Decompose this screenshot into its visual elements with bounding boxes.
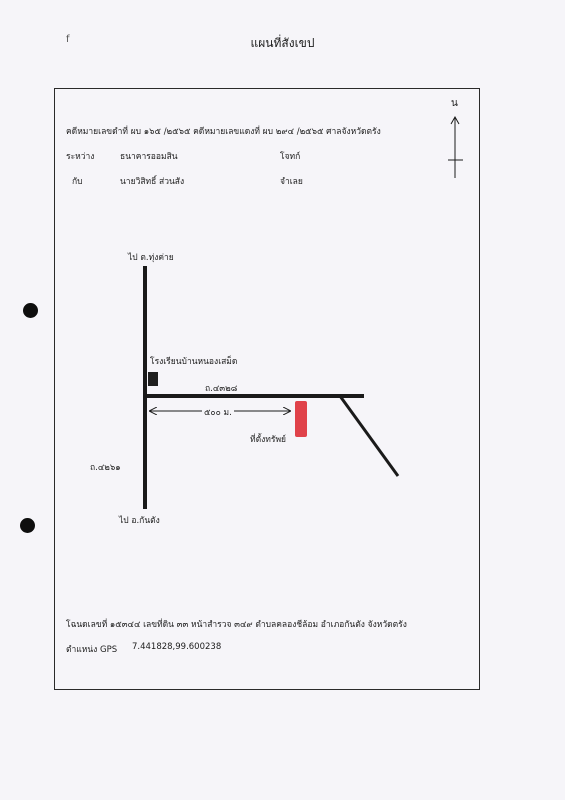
between-label: ระหว่าง bbox=[66, 152, 95, 162]
label-road-east: ถ.๔๓๒๘ bbox=[205, 384, 238, 394]
plaintiff-role: โจทก์ bbox=[280, 152, 301, 162]
label-to-north: ไป ต.ทุ่งค่าย bbox=[128, 253, 174, 263]
label-distance: ๕๐๐ ม. bbox=[202, 405, 234, 419]
label-to-south: ไป อ.กันตัง bbox=[119, 516, 160, 526]
east-road bbox=[145, 394, 364, 398]
deed-info: โฉนดเลขที่ ๑๕๓๔๔ เลขที่ดิน ๓๓ หน้าสำรวจ ๓๔๙ ตำบลคลองชีล้อม อำเภอกันตัง จังหวัดตรัง bbox=[66, 620, 407, 630]
property-marker bbox=[295, 401, 307, 437]
plaintiff-name: ธนาคารออมสิน bbox=[120, 152, 178, 162]
compass-north-label: น bbox=[451, 98, 458, 109]
with-label: กับ bbox=[72, 177, 83, 187]
defendant-name: นายวิสิทธิ์ ส่วนสัง bbox=[120, 177, 185, 187]
case-number-line: คดีหมายเลขดำที่ ผบ ๑๖๕ /๒๕๖๕ คดีหมายเลขแดงที่ ผบ ๒๙๔ /๒๕๖๕ ศาลจังหวัดตรัง bbox=[66, 127, 381, 137]
page-title: แผนที่สังเขป bbox=[250, 36, 315, 50]
main-road bbox=[143, 266, 147, 509]
gps-value: 7.441828,99.600238 bbox=[132, 642, 222, 652]
defendant-role: จำเลย bbox=[280, 177, 303, 187]
corner-mark: f bbox=[66, 34, 70, 45]
label-school: โรงเรียนบ้านหนองเสม็ด bbox=[150, 357, 238, 367]
school-marker bbox=[148, 372, 158, 386]
label-property: ที่ตั้งทรัพย์ bbox=[250, 435, 287, 445]
branch-road bbox=[340, 396, 398, 476]
label-road-west: ถ.๔๒๖๑ bbox=[90, 463, 121, 473]
gps-label: ตำแหน่ง GPS bbox=[66, 645, 118, 655]
